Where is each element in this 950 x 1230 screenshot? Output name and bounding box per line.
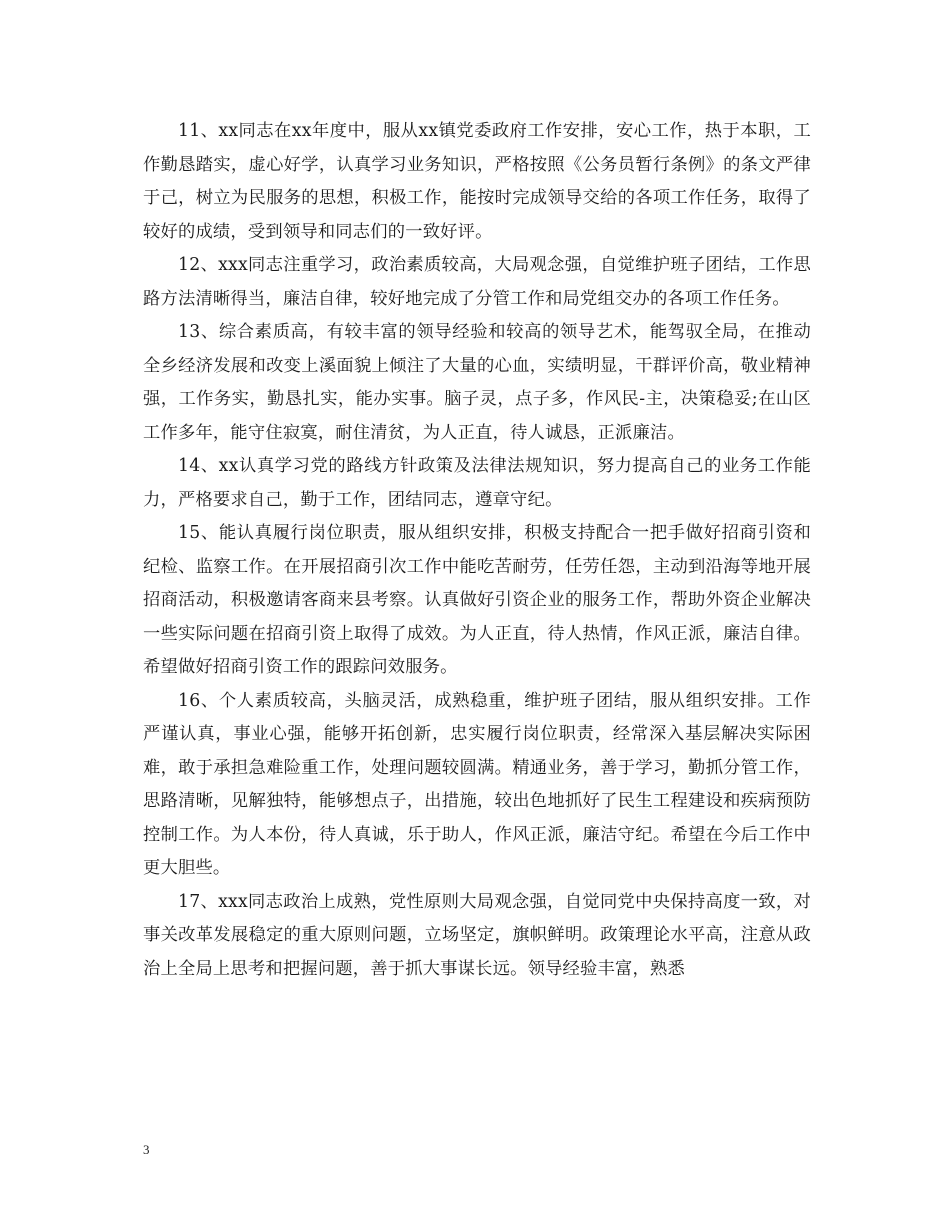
paragraph-14: 14、xx认真学习党的路线方针政策及法律法规知识，努力提高自己的业务工作能力，严格要求自己，勤于工作，团结同志，遵章守纪。 [143,456,811,510]
paragraph-16: 16、个人素质较高，头脑灵活，成熟稳重，维护班子团结，服从组织安排。工作严谨认真，事业心强，能够开拓创新，忠实履行岗位职责，经常深入基层解决实际困难，敢于承担急难险重工作，处理问题较圆满。精通业务，善于学习，勤抓分管工作，思路清晰，见解独特，能够想点子，出措施，较出色地抓好了民生工程建设和疾病预防控制工作。为人本份，待人真诚，乐于助人，作风正派，廉洁守纪。希望在今后工作中更大胆些。 [143,690,811,878]
paragraph-11: 11、xx同志在xx年度中，服从xx镇党委政府工作安排，安心工作，热于本职，工作勤恳踏实，虚心好学，认真学习业务知识，严格按照《公务员暂行条例》的条文严律于己，树立为民服务的思想，积极工作，能按时完成领导交给的各项工作任务，取得了较好的成绩，受到领导和同志们的一致好评。 [143,121,811,242]
paragraph-13: 13、综合素质高，有较丰富的领导经验和较高的领导艺术，能驾驭全局，在推动全乡经济发展和改变上溪面貌上倾注了大量的心血，实绩明显，干群评价高，敬业精神强，工作务实，勤恳扎实，能办实事。脑子灵，点子多，作风民-主，决策稳妥;在山区工作多年，能守住寂寞，耐住清贫，为人正直，待人诚恳，正派廉洁。 [143,322,811,443]
page-number: 3 [143,1142,150,1157]
paragraph-15: 15、能认真履行岗位职责，服从组织安排，积极支持配合一把手做好招商引资和纪检、监察工作。在开展招商引次工作中能吃苦耐劳，任劳任怨，主动到沿海等地开展招商活动，积极邀请客商来县考察。认真做好引资企业的服务工作，帮助外资企业解决一些实际问题在招商引资上取得了成效。为人正直，待人热情，作风正派，廉洁自律。希望做好招商引资工作的跟踪问效服务。 [143,523,811,677]
paragraph-12: 12、xxx同志注重学习，政治素质较高，大局观念强，自觉维护班子团结，工作思路方法清晰得当，廉洁自律，较好地完成了分管工作和局党组交办的各项工作任务。 [143,255,811,309]
document-body [143,115,811,986]
paragraph-17: 17、xxx同志政治上成熟，党性原则大局观念强，自觉同党中央保持高度一致，对事关改革发展稳定的重大原则问题，立场坚定，旗帜鲜明。政策理论水平高，注意从政治上全局上思考和把握问题，善于抓大事谋长远。领导经验丰富，熟悉 [143,891,811,979]
